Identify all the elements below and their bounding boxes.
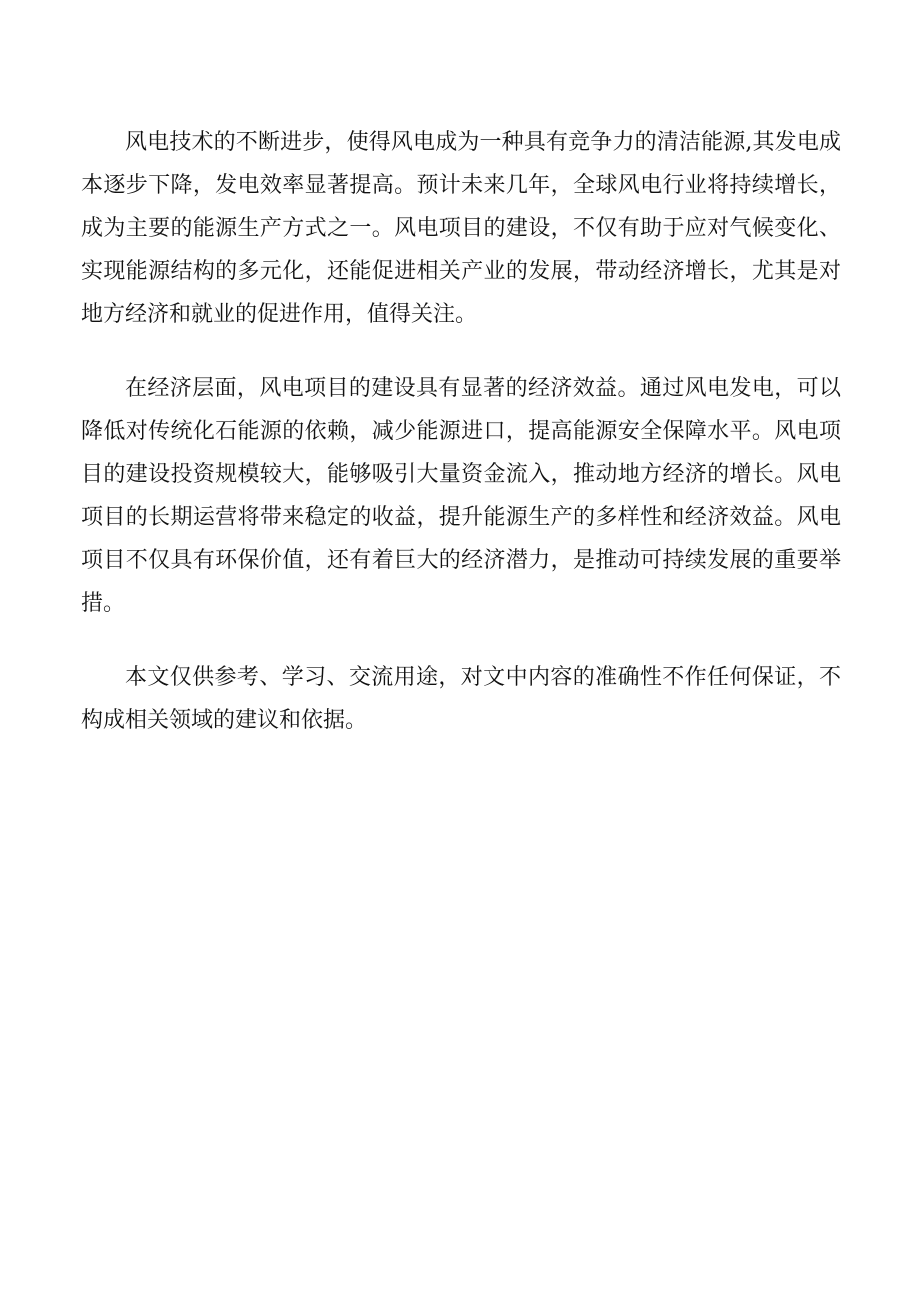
paragraph-disclaimer: 本文仅供参考、学习、交流用途，对文中内容的准确性不作任何保证，不构成相关领域的建议和依据。 bbox=[81, 665, 841, 733]
document-body bbox=[81, 121, 841, 773]
paragraph-wind-power-progress: 风电技术的不断进步，使得风电成为一种具有竞争力的清洁能源,其发电成本逐步下降，发电效率显著提高。预计未来几年，全球风电行业将持续增长，成为主要的能源生产方式之一。风电项目的建设，不仅有助于应对气候变化、实现能源结构的多元化，还能促进相关产业的发展，带动经济增长，尤其是对地方经济和就业的促进作用，值得关注。 bbox=[81, 130, 841, 327]
paragraph-economic-benefits: 在经济层面，风电项目的建设具有显著的经济效益。通过风电发电，可以降低对传统化石能源的依赖，减少能源进口，提高能源安全保障水平。风电项目的建设投资规模较大，能够吸引大量资金流入，推动地方经济的增长。风电项目的长期运营将带来稳定的收益，提升能源生产的多样性和经济效益。风电项目不仅具有环保价值，还有着巨大的经济潜力，是推动可持续发展的重要举措。 bbox=[81, 376, 841, 616]
